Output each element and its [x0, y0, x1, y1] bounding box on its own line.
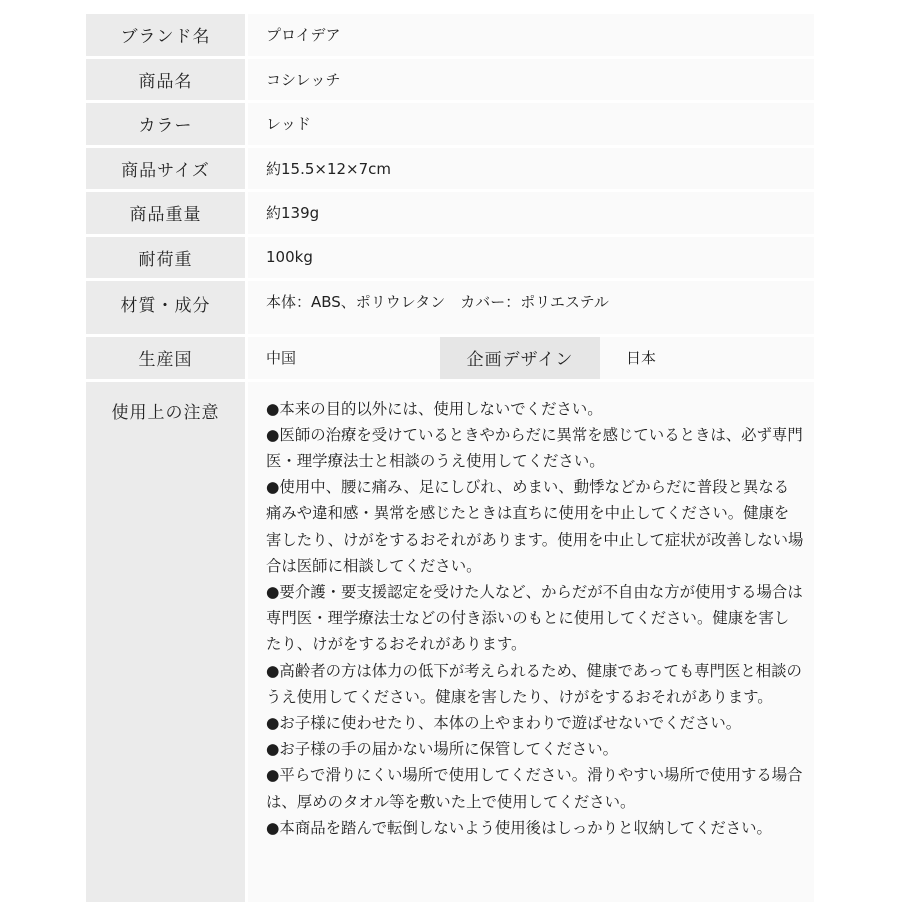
size-value: 約15.5×12×7cm [248, 148, 814, 190]
note-item: ●高齢者の方は体力の低下が考えられるため、健康であっても専門医と相談のうえ使用してください。健康を害したり、けがをするおそれがあります。 [266, 661, 802, 706]
spec-row-size [86, 148, 814, 193]
spec-row-brand [86, 14, 814, 59]
notes-label: 使用上の注意 [86, 382, 245, 902]
spec-row-load [86, 237, 814, 282]
spec-row-color [86, 103, 814, 148]
brand-label: ブランド名 [86, 14, 245, 56]
size-label: 商品サイズ [86, 148, 245, 190]
note-item: ●本商品を踏んで転倒しないよう使用後はしっかりと収納してください。 [266, 818, 772, 837]
origin-label: 生産国 [86, 337, 245, 379]
color-label: カラー [86, 103, 245, 145]
note-item: ●要介護・要支援認定を受けた人など、からだが不自由な方が使用する場合は専門医・理学療法士などの付き添いのもとに使用してください。健康を害したり、けがをするおそれがあります。 [266, 582, 803, 654]
weight-label: 商品重量 [86, 192, 245, 234]
note-item: ●医師の治療を受けているときやからだに異常を感じているときは、必ず専門医・理学療法士と相談のうえ使用してください。 [266, 425, 803, 470]
color-value: レッド [248, 103, 814, 145]
note-item: ●お子様に使わせたり、本体の上やまわりで遊ばせないでください。 [266, 713, 742, 732]
spec-row-weight [86, 192, 814, 237]
note-item: ●使用中、腰に痛み、足にしびれ、めまい、動悸などからだに普段と異なる痛みや違和感・異常を感じたときは直ちに使用を中止してください。健康を害したり、けがをするおそれがあります。使用を中止して症状が改善しない場合は医師に相談してください。 [266, 478, 804, 575]
spec-row-notes [86, 382, 814, 902]
product-name-label: 商品名 [86, 59, 245, 101]
design-label: 企画デザイン [440, 337, 600, 379]
weight-value: 約139g [248, 192, 814, 234]
origin-value-cell [248, 337, 814, 379]
spec-row-product-name [86, 59, 814, 104]
notes-list [248, 382, 814, 902]
origin-value: 中国 [266, 349, 297, 368]
note-item: ●本来の目的以外には、使用しないでください。 [266, 399, 603, 418]
product-spec-table [86, 14, 814, 902]
design-value: 日本 [626, 349, 657, 368]
spec-row-origin [86, 337, 814, 382]
material-value: 本体：ABS、ポリウレタン カバー：ポリエステル [248, 281, 814, 334]
spec-row-material [86, 281, 814, 337]
brand-value: プロイデア [248, 14, 814, 56]
load-value: 100kg [248, 237, 814, 279]
material-label: 材質・成分 [86, 281, 245, 334]
note-item: ●平らで滑りにくい場所で使用してください。滑りやすい場所で使用する場合は、厚めのタオル等を敷いた上で使用してください。 [266, 766, 803, 811]
load-label: 耐荷重 [86, 237, 245, 279]
product-name-value: コシレッチ [248, 59, 814, 101]
note-item: ●お子様の手の届かない場所に保管してください。 [266, 740, 619, 759]
